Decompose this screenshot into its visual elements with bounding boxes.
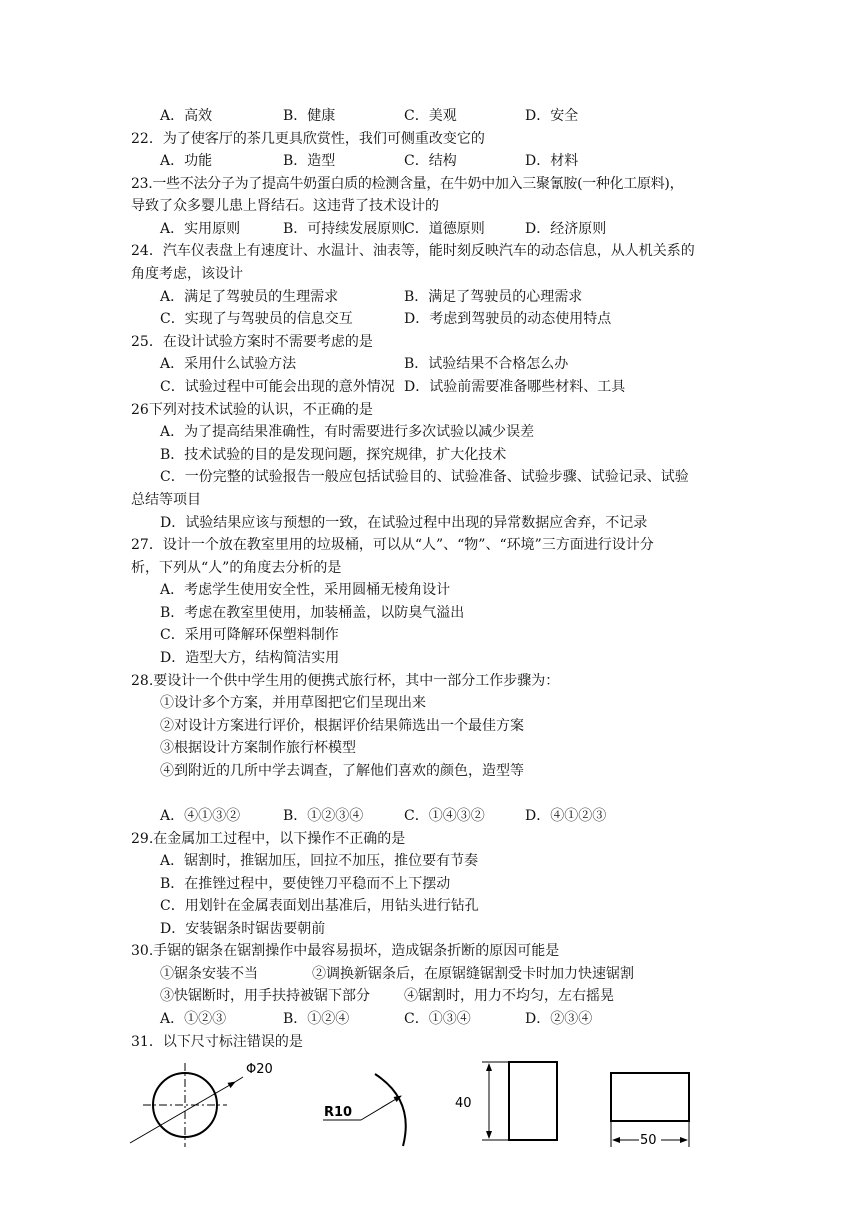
q28-step-2: ②对设计方案进行评价，根据评价结果筛选出一个最佳方案 — [160, 718, 524, 734]
q23-option-d: D．经济原则 — [525, 221, 607, 237]
q22-option-b: B．造型 — [283, 153, 336, 169]
q21-option-b: B．健康 — [283, 108, 336, 124]
q25-stem: 25．在设计试验方案时不需要考虑的是 — [131, 334, 373, 350]
q30-item-1: ①锯条安装不当 — [160, 966, 258, 982]
q21-option-c: C．美观 — [404, 108, 457, 124]
q25-option-d: D．试验前需要准备哪些材料、工具 — [404, 379, 626, 395]
q26-stem: 26下列对技术试验的认识，不正确的是 — [131, 402, 373, 418]
q23-stem-line2: 导致了众多婴儿患上肾结石。这违背了技术设计的 — [131, 198, 439, 214]
diameter-leader-line — [130, 1082, 235, 1143]
q31-stem: 31．以下尺寸标注错误的是 — [131, 1034, 303, 1050]
rectangle-outline — [611, 1073, 689, 1121]
q25-option-c: C．试验过程中可能会出现的意外情况 — [160, 379, 395, 395]
width-label: 50 — [640, 1133, 657, 1148]
q27-option-a: A．考虑学生使用安全性，采用圆桶无棱角设计 — [160, 582, 451, 598]
q28-step-1: ①设计多个方案，并用草图把它们呈现出来 — [160, 695, 426, 711]
q27-stem-line1: 27．设计一个放在教室里用的垃圾桶，可以从“人”、“物”、“环境”三方面进行设计分 — [131, 537, 654, 553]
q25-option-b: B．试验结果不合格怎么办 — [404, 356, 569, 372]
q27-option-d: D．造型大方，结构简洁实用 — [160, 650, 340, 666]
q23-option-c: C．道德原则 — [404, 221, 485, 237]
q31-figure-radius — [315, 1070, 425, 1154]
arc-outline — [375, 1074, 406, 1146]
q27-option-b: B．考虑在教室里使用，加装桶盖，以防臭气溢出 — [160, 605, 465, 621]
q28-stem: 28.要设计一个供中学生用的便携式旅行杯，其中一部分工作步骤为： — [131, 673, 560, 689]
q27-stem-line2: 析，下列从“人”的角度去分析的是 — [131, 560, 342, 576]
q29-option-a: A．锯割时，推锯加压，回拉不加压，推位要有节奏 — [160, 853, 479, 869]
q30-stem: 30.手锯的锯条在锯割操作中最容易损坏，造成锯条折断的原因可能是 — [131, 943, 560, 959]
radius-leader-line — [361, 1096, 401, 1120]
q31-figure-height — [450, 1058, 570, 1152]
q29-option-c: C．用划针在金属表面划出基准后，用钻头进行钻孔 — [160, 898, 479, 914]
q24-option-a: A．满足了驾驶员的生理需求 — [160, 289, 339, 305]
q30-option-b: B．①②④ — [283, 1011, 350, 1027]
q22-option-a: A．功能 — [160, 153, 213, 169]
q22-option-c: C．结构 — [404, 153, 457, 169]
q26-option-d: D．试验结果应该与预想的一致，在试验过程中出现的异常数据应舍弃，不记录 — [160, 515, 648, 531]
q28-option-a: A．④①③② — [160, 808, 241, 824]
q29-stem: 29.在金属加工过程中，以下操作不正确的是 — [131, 831, 406, 847]
q27-option-c: C．采用可降解环保塑料制作 — [160, 627, 339, 643]
rectangle-outline — [509, 1062, 557, 1140]
q29-option-d: D．安装锯条时锯齿要朝前 — [160, 921, 326, 937]
height-label: 40 — [455, 1096, 472, 1111]
q23-option-a: A．实用原则 — [160, 221, 241, 237]
q30-option-d: D．②③④ — [525, 1011, 593, 1027]
diameter-label: Φ20 — [246, 1062, 273, 1077]
q30-option-a: A．①②③ — [160, 1011, 227, 1027]
q22-stem: 22．为了使客厅的茶几更具欣赏性，我们可侧重改变它的 — [131, 131, 485, 147]
q28-step-4: ④到附近的几所中学去调查，了解他们喜欢的颜色，造型等 — [160, 763, 524, 779]
q24-option-d: D．考虑到驾驶员的动态使用特点 — [404, 311, 612, 327]
q31-figure-diameter — [125, 1055, 285, 1154]
leader-tail — [235, 1077, 243, 1082]
q28-step-3: ③根据设计方案制作旅行杯模型 — [160, 740, 356, 756]
q24-stem-line2: 角度考虑，该设计 — [131, 266, 243, 282]
q28-option-d: D．④①②③ — [525, 808, 607, 824]
q28-option-c: C．①④③② — [404, 808, 485, 824]
q25-option-a: A．采用什么试验方法 — [160, 356, 297, 372]
q22-option-d: D．材料 — [525, 153, 579, 169]
q24-stem-line1: 24．汽车仪表盘上有速度计、水温计、油表等，能时刻反映汽车的动态信息，从人机关系的 — [131, 243, 695, 259]
q31-figure-width — [605, 1065, 700, 1154]
q23-option-b: B．可持续发展原则 — [283, 221, 406, 237]
q21-option-d: D．安全 — [525, 108, 579, 124]
q30-item-3: ③快锯断时，用手扶持被锯下部分 — [160, 988, 370, 1004]
q26-option-c-line2: 总结等项目 — [131, 492, 201, 508]
q28-option-b: B．①②③④ — [283, 808, 364, 824]
q26-option-c-line1: C．一份完整的试验报告一般应包括试验目的、试验准备、试验步骤、试验记录、试验 — [160, 469, 689, 485]
q30-item-2: ②调换新锯条后，在原锯缝锯割受卡时加力快速锯割 — [312, 966, 634, 982]
q24-option-b: B．满足了驾驶员的心理需求 — [404, 289, 583, 305]
q24-option-c: C．实现了与驾驶员的信息交互 — [160, 311, 353, 327]
q23-stem-line1: 23.一些不法分子为了提高牛奶蛋白质的检测含量，在牛奶中加入三聚氰胺(一种化工原料)， — [131, 176, 684, 192]
q30-option-c: C．①③④ — [404, 1011, 471, 1027]
radius-label: R10 — [324, 1105, 353, 1120]
q26-option-a: A．为了提高结果准确性，有时需要进行多次试验以减少误差 — [160, 424, 535, 440]
q26-option-b: B．技术试验的目的是发现问题，探究规律，扩大化技术 — [160, 447, 507, 463]
q30-item-4: ④锯割时，用力不均匀，左右摇晃 — [404, 988, 614, 1004]
q29-option-b: B．在推锉过程中，要使锉刀平稳而不上下摆动 — [160, 876, 451, 892]
q21-option-a: A．高效 — [160, 108, 213, 124]
